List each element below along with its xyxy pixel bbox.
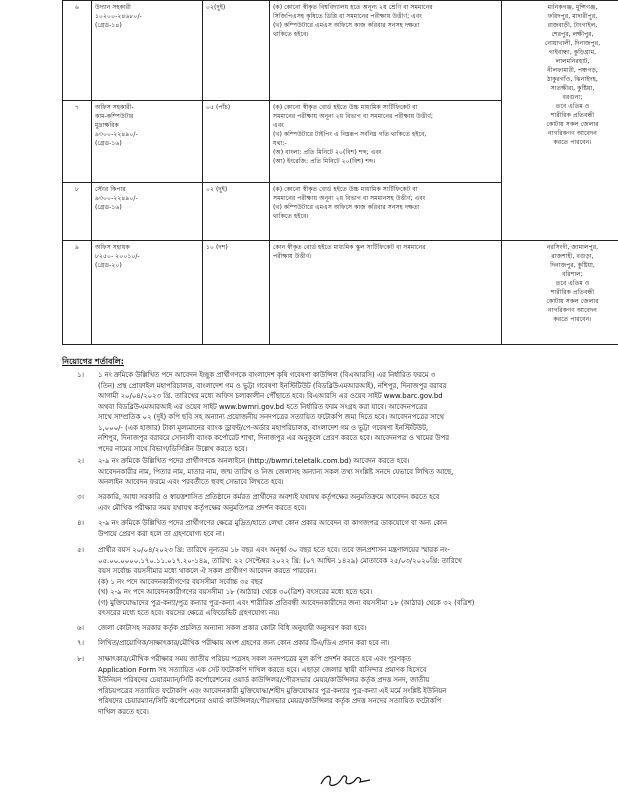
condition-line: অনলাইন আবেদন ফরমে এবং পরবর্তীতে হুবহু সেভাবে লিখতে হবে। <box>98 478 284 486</box>
condition-text <box>98 456 610 488</box>
condition-line: ১,০০০/- (এক হাজার) টাকা মূল্যমানের ব্যাংক ড্রাফট/পে-অর্ডার মহাপরিচালক, বাংলাদেশ গম ও ভুট্টা গবেষণা ইনস্টিটিউট, <box>98 423 429 432</box>
condition-line: উপায়ে প্রেরণ করা হলে তা গ্রহণযোগ্য হবে না। <box>98 529 225 538</box>
district-line: মানিকগঞ্জ, মুন্সিগঞ্জ, <box>547 4 598 11</box>
condition-line: (তিন) প্রস্থ প্রোফাইল মহাপরিচালক, বাংলাদেশ গম ও ভুট্টা গবেষণা ইনস্টিটিউট (বিডব্লিউএমআরআই), নশিপুর, দিনাজপুর বরাবর <box>98 381 447 390</box>
condition-line: বয়স সর্বোচ্চ বয়সসীমার মধ্যে থাকলে ঐ সকল প্রার্থীগণ আবেদন করতে পারবেন। <box>98 567 317 575</box>
condition-number: ৪। <box>77 519 84 527</box>
post-line: অফিস সহকারী- <box>95 104 134 111</box>
condition-number: ৮। <box>77 655 84 663</box>
condition-line: (খ) ২-৯ নং পদে আবেদনকারীগণের বয়সসীমা ১৮ (আঠার) থেকে ৩০(ত্রিশ) বৎসরের মধ্যে হতে হবে। <box>98 588 373 596</box>
condition-text <box>98 638 610 649</box>
condition-line: আবেদনকারীর নাম, পিতার নাম, মাতার নাম, জন্ম তারিখ ও নিজ জেলাসহ অন্যান্য সকল তথ্য সংশ্লিষ্ট সনদে যেভাবে লিখিত আছে, <box>98 467 454 476</box>
post-line: (গ্রেড-১৪) <box>95 22 122 29</box>
condition-line: বৎসরের মধ্যে হতে হবে। বয়সের ক্ষেত্রে এফিডেভিট গ্রহণযোগ্য নয়। <box>98 609 280 617</box>
district-line: শারীরিক প্রতিবন্ধী <box>550 112 595 119</box>
condition-line: পদের নামের সাথে বিভাগ/ডিসিপ্লিন উল্লেখ করতে হবে। <box>98 444 248 453</box>
qualification-line: (আ) ইংরেজি: প্রতি মিনিটে ২০(বিশ) শব্দ। <box>273 158 376 165</box>
district-line: শেরপুর, লক্ষীপুর, <box>551 31 594 38</box>
qualification-line: যথা:- <box>273 140 287 147</box>
district-line: গাইবান্ধা, কুড়িগ্রাম, <box>548 49 597 56</box>
post-name-cell <box>92 183 203 241</box>
post-line: ৮২৫০- ২০০১০/- <box>95 253 140 260</box>
post-line: ৯৩০০-২২৪৯০/- <box>95 195 138 202</box>
qualification-line: সমমানের পরীক্ষায় অনূন্য ২য় বিভাগ বা সমমানসহ উত্তীর্ণ; এবং <box>273 195 426 202</box>
district-line: তবে এতিম ও <box>555 280 590 287</box>
serial-cell: ৭ <box>63 101 92 183</box>
post-line: (গ্রেড-১৬) <box>95 140 122 147</box>
condition-line: আগামী ২০/০৪/২০২৩ খ্রি. তারিখের মধ্যে অফিস চলাকালীন পৌঁছাতে হবে। বিএআরসি এর ওয়েব সাইট www.barc.gov.bd <box>98 392 443 400</box>
condition-number: ৬। <box>77 624 84 632</box>
condition-number: ৫। <box>77 546 84 554</box>
post-count-cell: ১০ (দশ) <box>203 241 270 345</box>
condition-number: ১। <box>77 371 84 379</box>
qualification-line: (খ) কম্পিউটারে টাইপিং এ নিম্নরূপ সর্বনিম্ন গতি থাকিতে হইবে, <box>273 131 427 138</box>
post-line: ১০২০০-২৪৬৮০/- <box>95 13 142 20</box>
condition-line: ২-৯ নং ক্রমিকে উল্লিখিত পদের প্রার্থীগণকে অনলাইনে (http://bwmri.teletalk.com.bd) আবেদন করতে হবে। <box>98 457 410 465</box>
district-line: বরগুনা; <box>562 94 583 101</box>
district-line: নীলফামারী, পঞ্চগড়, <box>547 67 598 74</box>
district-line: নরসিংদী, জামালপুর, <box>546 244 599 251</box>
district-line: দিনাজপুর, কুষ্টিয়া, <box>550 262 595 269</box>
condition-line: এবং মৌখিক পরীক্ষার সময় যথাযথ কর্তৃপক্ষের অনুমতিপত্র প্রদর্শন করতে হবে। <box>98 503 307 512</box>
condition-line: ১ নং ক্রমিকে উল্লিখিত পদে আবেদন ইচ্ছুক প্রার্থীগণকে বাংলাদেশ কৃষি গবেষণা কাউন্সিল (বিএআরসি) এর নির্ধারিত ফরমে ৩ <box>98 371 436 379</box>
post-line: কাম-কম্পিউটার <box>95 113 134 120</box>
qualification-line: থাকিতে হইবে। <box>273 213 309 220</box>
serial-cell: ৮ <box>63 183 92 241</box>
qualification-line: এবং <box>273 122 284 129</box>
condition-line: ২-৯ নং ক্রমিকে উল্লিখিত পদের প্রার্থীগণের ক্ষেত্রে মুদ্রিত/হাতে লেখা কোন প্রকার আবেদন বা কাগজপত্র ডাকযোগে বা অন্য কোন <box>98 519 448 527</box>
condition-number: ৭। <box>77 639 84 647</box>
condition-line: অথবা বিডব্লিউএমআরআই এর ওয়েব সাইট www.bwmri.gov.bd হতে নির্ধারিত ফরম সংগ্রহ করা যাবে। আবেদনপত্রের <box>98 402 428 411</box>
condition-text <box>98 654 610 717</box>
condition-line: পরিষদের চেয়ারম্যান/সিটি কর্পোরেশনের ওয়ার্ড কাউন্সিলর/পৌরসভার মেয়র/কাউন্সিলর কর্তৃক প্রদত্ত সনদের সত্যায়িত ফটোকপি <box>98 697 442 705</box>
condition-text <box>98 492 610 513</box>
condition-line: ০৫.০০.০০০০.১৭০.১১.০১৭.২০-১৪৯, তারিখ: ২২ সেপ্টেম্বর ২০২২ খ্রি: (০৭ আশ্বিন ১৪২৯) মোতাবেক ২৫/০৩/২০২০খ্রি: তারিখে <box>98 556 462 565</box>
condition-line: ইউনিয়ন পরিষদের চেয়ারম্যান/সিটি কর্পোরেশনের ওয়ার্ড কাউন্সিলর/পৌরসভার মেয়র/কাউন্সিলর কর্তৃক প্রদত্ত সনদ, জাতীয় <box>98 676 430 684</box>
district-line: করতে পারবেন। <box>553 316 592 323</box>
district-line: ফরিদপুর, মাদারীপুর, <box>547 13 598 20</box>
district-line: নোয়াখালী, দিনাজপুর, <box>544 40 601 47</box>
condition-text <box>98 518 610 539</box>
qualification-cell <box>270 101 502 183</box>
qualification-line: থাকিতে হইবে। <box>273 31 309 38</box>
post-line: ৯৩০০-২২৪৯০/- <box>95 131 138 138</box>
condition-line: সাথে সাম্প্রতিক ০২ (দুই) কপি ছবি সহ অন্যান্য প্রয়োজনীয় সনদপত্রের সত্যায়িত ফটোকপি জমা দিতে হবে। আবেদনপত্রের সাথে <box>98 413 444 421</box>
qualification-line: (খ) কম্পিউটারে এমএস অফিসে কাজ করিবার সনসহ দক্ষতা <box>273 204 420 211</box>
qualification-cell <box>270 183 502 241</box>
post-count-cell: ০৫ (পাঁচ) <box>203 101 270 183</box>
signature-scribble <box>318 770 374 790</box>
district-line: নাগরিকগণ আবেদন <box>548 307 597 314</box>
district-line: কোটায় সকল জেলার <box>546 298 599 305</box>
post-line: অফিস সহায়ক <box>95 244 130 251</box>
qualification-line: (ক) কোনো স্বীকৃত বিশ্ববিদ্যালয় হতে অনূন্য ২য় শ্রেণি বা সমমানের <box>273 4 433 11</box>
district-line: রাজবাড়ী, টাংগাইল, <box>547 22 598 29</box>
condition-line: সরকারি, আধা সরকারি ও স্বায়ত্তশাসিত প্রতিষ্ঠানে কর্মরত প্রার্থীদের অবশ্যই যথাযথ কর্তৃপক্ষের অনুমতিক্রমে আবেদন করতে হবে <box>98 493 440 501</box>
condition-line: লিখিত/প্রায়োগিক/সাক্ষাৎকার/মৌখিক পরীক্ষায় অংশ গ্রহণের জন্য কোন প্রকার টিএ/ডিএ প্রদান করা হবে না। <box>98 639 390 647</box>
qualification-line: কোন স্বীকৃত বোর্ড হইতে মাধ্যমিক স্কুল সার্টিফিকেট বা সমমানের <box>273 244 426 251</box>
condition-line: Application Form সহ সত্যায়িত এক সেট ফটোকপি দাখিল করতে হবে। এছাড়া জেলার স্থায়ী বাসিন্দার প্রমাণক হিসেবে <box>98 665 427 674</box>
post-count-cell: ০২ (দুই) <box>203 183 270 241</box>
post-name-cell <box>92 1 203 101</box>
condition-line: (ক) ১ নং পদে আবেদনকারীগণের বয়সসীমা সর্বোচ্চ ৩৫ বছর <box>98 577 263 586</box>
qualification-line: (অ) বাংলা: প্রতি মিনিটে ২০(বিশ) শব্দ; এবং <box>273 149 382 156</box>
post-line: মুদ্রাক্ষরিক <box>95 122 119 129</box>
serial-cell: ৬ <box>63 1 92 101</box>
condition-line: (গ) মুক্তিযোদ্ধাদের পুত্র-কন্যা/পুত্র কন্যার পুত্র-কন্যা এবং শারীরিক প্রতিবন্ধী আবেদনকারীদের জন্য বয়সসীমা ১৮ (আঠার) থেকে ৩২ (বত্রিশ) <box>98 598 475 607</box>
condition-line: জেলা কোটাসহ সরকার কর্তৃক প্রচলিত অন্যান্য সকল প্রকার কোটা বিধি অনুযায়ী অনুসরণ করা হবে। <box>98 624 367 632</box>
table-row <box>63 1 618 101</box>
qualification-line: (ক) কোনো স্বীকৃত বোর্ড হইতে উচ্চ মাধ্যমিক সার্টিফিকেট বা <box>273 104 418 111</box>
condition-line: সাক্ষাৎকার/মৌখিক পরীক্ষার সময় জাতীয় পরিচয় পত্রসহ সকল সনদপত্রের মূল কপি প্রদর্শন করতে হবে এবং পূরণকৃত <box>98 655 411 663</box>
qualification-line: পরীক্ষায় উত্তীর্ণ। <box>273 253 312 260</box>
district-line: রাজশাহী, বগুড়া, <box>551 253 594 260</box>
qualification-cell <box>270 241 502 345</box>
condition-number: ২। <box>77 457 84 465</box>
qualification-line: সিজিপিএসহ কৃষিতে ডিপ্লি বা সমমানের পরীক্ষায় উত্তীর্ণ; এবং <box>273 13 422 20</box>
post-line: উদ্যান সহকারী <box>95 4 131 11</box>
qualification-line: (ক) কোনো স্বীকৃত বোর্ড হইতে উচ্চ মাধ্যমিক সার্টিফিকেট বা <box>273 186 418 193</box>
post-line: (গ্রেড-১৬) <box>95 204 122 211</box>
qualification-line: সমমানের পরীক্ষায় অনূন্য ২য় বিভাগ বা সমমানের পরীক্ষায় উত্তীর্ণ; <box>273 113 434 120</box>
eligible-districts-cell <box>502 241 618 345</box>
qualification-cell <box>270 1 502 101</box>
eligible-districts-cell <box>502 1 618 241</box>
condition-number: ৩। <box>77 493 84 501</box>
district-line: বরিশাল; <box>562 271 583 278</box>
district-line: লালমনিরহাট, <box>555 58 590 65</box>
serial-cell: ৯ <box>63 241 92 345</box>
table-row <box>63 241 618 345</box>
district-line: শারীরিক প্রতিবন্ধী <box>550 289 595 296</box>
post-name-cell <box>92 241 203 345</box>
post-line: স্টোর কিপার <box>95 186 126 193</box>
condition-line: প্রার্থীর বয়স ২০/০৪/২০২৩ খ্রি: তারিখে নূন্যতম ১৮ বছর এবং অনূর্ধ্ব ৩০ বছর হতে হবে। তবে জনপ্রশাসন মন্ত্রণালয়ের স্মারক নং- <box>98 546 450 554</box>
condition-text <box>98 370 610 454</box>
condition-line: নশিপুর, দিনাজপুর বরাবরে সোনালী ব্যাংক কর্পোরেট শাখা, দিনাজপুর এর অনুকূলে প্রেরণ করতে হবে। আবেদনপত্র ও খামের উপর <box>98 434 449 442</box>
qualification-line: (খ) কম্পিউটারে এমএস অফিসে কাজ করিবার সনসহ দক্ষতা <box>273 22 420 29</box>
district-line: কোটায় সকল জেলার <box>546 121 599 128</box>
district-line: ঠাকুরগাঁও, ঝিনাইদহ, <box>547 76 598 83</box>
post-name-cell <box>92 101 203 183</box>
conditions-heading: নিয়োগের শর্তাবলি: <box>62 357 124 366</box>
district-line: করতে পারবেন। <box>553 139 592 146</box>
district-line: নাগরিকগণ আবেদন <box>548 130 597 137</box>
condition-line: পরিচয়পত্রের সত্যায়িত ফটোকপি এবং আবেদনকারী মুক্তিযোদ্ধা/শহীদ মুক্তিযোদ্ধার পুত্র-কন্যার পুত্র-কন্যা এই মর্মে সংশ্লিষ্ট ইউনিয়ন <box>98 686 447 695</box>
district-line: তবে এতিম ও <box>555 103 590 110</box>
condition-text <box>98 545 610 619</box>
condition-line: দাখিল করতে হবে। <box>98 707 149 716</box>
district-line: সাতক্ষীরা, কুষ্টিয়া, <box>550 85 595 92</box>
post-count-cell: ০২(দুই) <box>203 1 270 101</box>
posts-table <box>62 0 618 345</box>
condition-text <box>98 623 610 634</box>
post-line: (গ্রেড-২০) <box>95 262 122 269</box>
